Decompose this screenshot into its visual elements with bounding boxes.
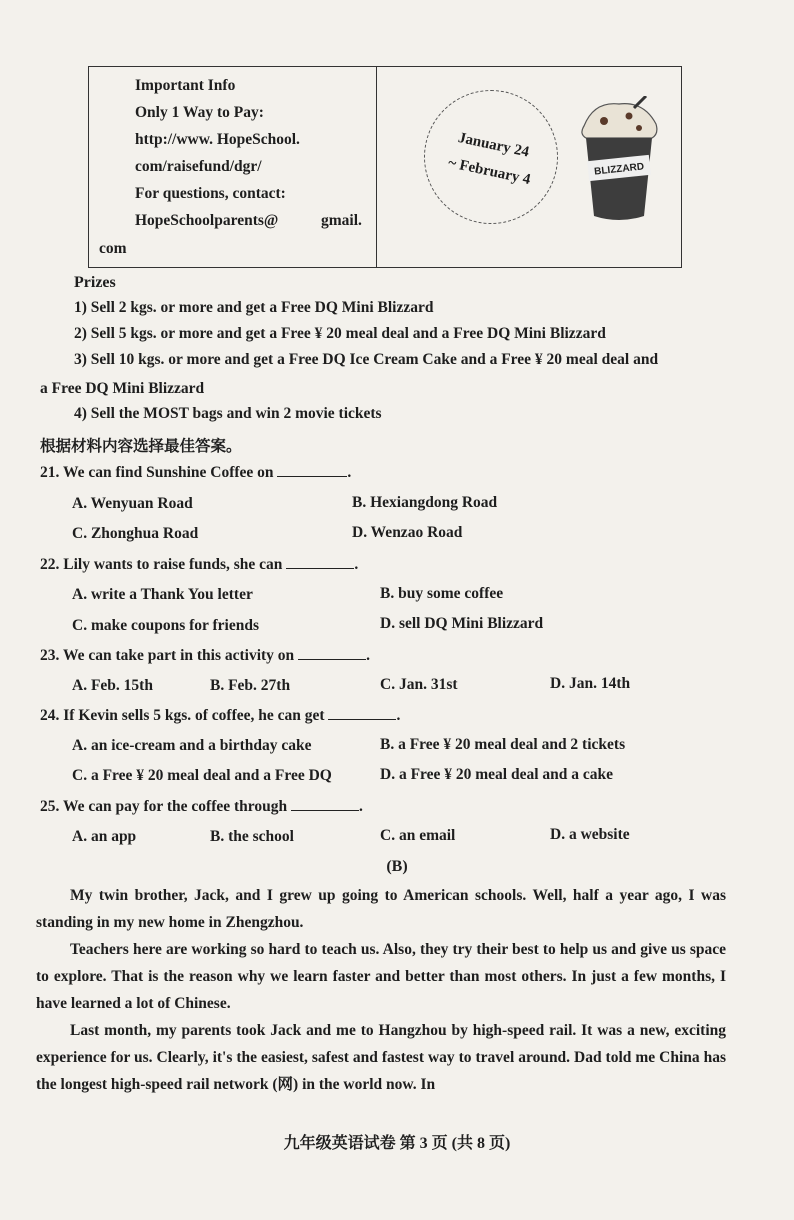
option: A. Wenyuan Road [72, 495, 193, 512]
info-email-part3: com [99, 240, 127, 257]
question-end: . [359, 798, 363, 815]
option: C. Zhonghua Road [72, 525, 199, 542]
date-end: ~ February 4 [446, 155, 532, 189]
info-line: Only 1 Way to Pay: [135, 104, 264, 121]
option: C. Jan. 31st [380, 676, 458, 693]
question-end: . [347, 464, 352, 481]
option: D. a Free ¥ 20 meal deal and a cake [380, 766, 614, 783]
option: B. Feb. 27th [210, 677, 291, 694]
question-end: . [366, 647, 370, 664]
prize-item: 2) Sell 5 kgs. or more and get a Free ¥ 20 meal deal and a Free DQ Mini Blizzard [74, 325, 606, 342]
info-email-part1: HopeSchoolparents@ [135, 212, 279, 229]
option: A. write a Thank You letter [72, 586, 253, 603]
option: C. make coupons for friends [72, 617, 260, 634]
passage-paragraph: Teachers here are working so hard to teach us. Also, they try their best to help us and give us space to explore. That is the reason why we learn faster and better than most others. In just a few months, I have learned a lot of Chinese. [36, 941, 726, 1012]
info-heading: Important Info [135, 77, 236, 94]
answer-blank [277, 476, 347, 477]
option: D. sell DQ Mini Blizzard [380, 615, 544, 632]
prize-item-continued: a Free DQ Mini Blizzard [40, 380, 205, 397]
question-end: . [396, 707, 401, 724]
question-25 [40, 798, 363, 816]
option: C. a Free ¥ 20 meal deal and a Free DQ [72, 767, 332, 784]
info-url-part2: com/raisefund/dgr/ [135, 158, 262, 175]
question-stem: 21. We can find Sunshine Coffee on [40, 464, 274, 481]
question-stem: 24. If Kevin sells 5 kgs. of coffee, he can get [40, 707, 325, 724]
question-23 [40, 647, 370, 665]
info-line: For questions, contact: [135, 185, 286, 202]
date-start: January 24 [456, 130, 531, 161]
option: C. an email [380, 827, 456, 844]
info-url-part1: http://www. HopeSchool. [135, 131, 300, 148]
option: A. an ice-cream and a birthday cake [72, 737, 312, 754]
info-email-part2: gmail. [321, 212, 362, 229]
question-stem: 25. We can pay for the coffee through [40, 798, 288, 815]
question-stem: 22. Lily wants to raise funds, she can [40, 556, 283, 573]
prizes-heading: Prizes [74, 274, 116, 291]
answer-blank [328, 719, 396, 720]
option: A. Feb. 15th [72, 677, 153, 694]
prize-item: 1) Sell 2 kgs. or more and get a Free DQ Mini Blizzard [74, 299, 434, 316]
passage-paragraph: My twin brother, Jack, and I grew up going to American schools. Well, half a year ago, I was standing in my new home in Zhengzhou. [36, 887, 726, 931]
option: B. a Free ¥ 20 meal deal and 2 tickets [380, 736, 626, 753]
question-end: . [354, 556, 359, 573]
section-b-heading: (B) [386, 858, 408, 875]
option: B. the school [210, 828, 294, 845]
option: B. buy some coffee [380, 585, 504, 602]
option: D. a website [550, 826, 630, 843]
passage-paragraph: Last month, my parents took Jack and me to Hangzhou by high-speed rail. It was a new, exciting experience for us. Clearly, it's the easiest, safest and fastest way to travel around. Dad told me China has the longest high-speed rail network (网) in the world now. In [36, 1022, 726, 1093]
prize-item: 3) Sell 10 kgs. or more and get a Free DQ Ice Cream Cake and a Free ¥ 20 meal deal and [74, 351, 659, 368]
info-text-cell [89, 67, 377, 267]
instruction: 根据材料内容选择最佳答案。 [40, 438, 242, 455]
option: D. Wenzao Road [352, 524, 463, 541]
option: B. Hexiangdong Road [352, 494, 498, 511]
question-21 [40, 464, 351, 482]
question-stem: 23. We can take part in this activity on [40, 647, 295, 664]
answer-blank [291, 810, 359, 811]
answer-blank [286, 568, 354, 569]
date-stamp [424, 90, 558, 224]
question-22 [40, 556, 358, 574]
option: D. Jan. 14th [550, 675, 631, 692]
option: A. an app [72, 828, 137, 845]
page-footer: 九年级英语试卷 第 3 页 (共 8 页) [283, 1135, 511, 1152]
cup-label: BLIZZARD [593, 161, 645, 178]
blizzard-cup-icon [574, 96, 664, 226]
question-24 [40, 707, 400, 725]
prize-item: 4) Sell the MOST bags and win 2 movie tickets [74, 405, 382, 422]
answer-blank [298, 659, 366, 660]
